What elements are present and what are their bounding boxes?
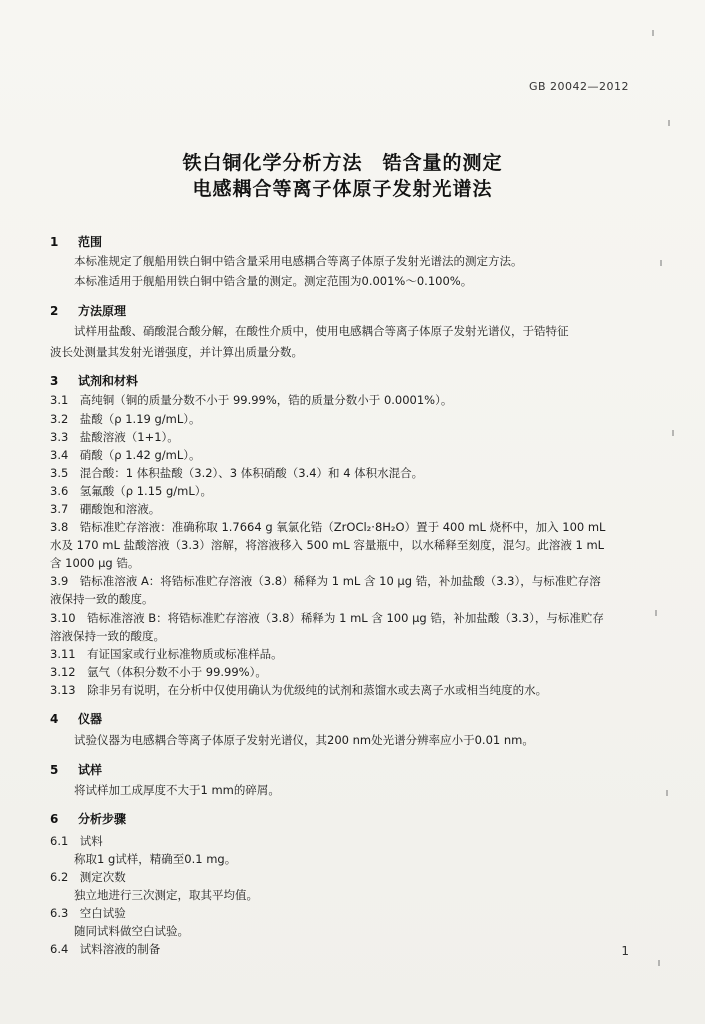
section-number: 2: [50, 304, 59, 318]
section-1-paragraph-2: 本标准适用于舰船用铁白铜中锆含量的测定。测定范围为0.001%～0.100%。: [74, 274, 473, 288]
item-3-12: 3.12 氩气（体积分数不小于 99.99%）。: [50, 665, 267, 679]
item-3-8-line-3: 含 1000 μg 锆。: [50, 556, 140, 570]
subsection-6-1-text: 称取1 g试样，精确至0.1 mg。: [74, 852, 237, 866]
item-3-13: 3.13 除非另有说明，在分析中仅使用确认为优级纯的试剂和蒸馏水或去离子水或相当纯度的水。: [50, 683, 548, 697]
subsection-6-1-heading: 6.1 试料: [50, 834, 103, 848]
item-3-11: 3.11 有证国家或行业标准物质或标准样品。: [50, 647, 283, 661]
scan-speck: [652, 30, 654, 36]
scan-speck: [666, 790, 668, 796]
item-3-8-line-1: 3.8 锆标准贮存溶液：准确称取 1.7664 g 氧氯化锆（ZrOCl₂·8H₂O）置于 400 mL 烧杯中，加入 100 mL: [50, 520, 606, 534]
item-3-2: 3.2 盐酸（ρ 1.19 g/mL）。: [50, 412, 201, 426]
section-6-heading: [50, 810, 126, 827]
section-2-paragraph-line-1: 试样用盐酸、硝酸混合酸分解，在酸性介质中，使用电感耦合等离子体原子发射光谱仪，于锆特征: [74, 324, 569, 338]
item-3-9-line-2: 液保持一致的酸度。: [50, 592, 154, 606]
section-1-paragraph-1: 本标准规定了舰船用铁白铜中锆含量采用电感耦合等离子体原子发射光谱法的测定方法。: [74, 254, 523, 268]
scan-speck: [655, 610, 657, 616]
scan-speck: [658, 960, 660, 966]
section-5-heading: [50, 761, 102, 778]
item-3-10-line-1: 3.10 锆标准溶液 B：将锆标准贮存溶液（3.8）稀释为 1 mL 含 100 μg 锆，补加盐酸（3.3），与标准贮存: [50, 611, 604, 625]
subsection-6-3-text: 随同试料做空白试验。: [74, 924, 189, 938]
scan-speck: [660, 260, 662, 266]
section-number: 1: [50, 235, 59, 249]
subsection-6-2-text: 独立地进行三次测定，取其平均值。: [74, 888, 258, 902]
section-title: 方法原理: [78, 304, 127, 318]
item-3-1: 3.1 高纯铜（铜的质量分数不小于 99.99%，锆的质量分数小于 0.0001%）。: [50, 393, 453, 407]
section-number: 5: [50, 763, 59, 777]
item-3-6: 3.6 氢氟酸（ρ 1.15 g/mL）。: [50, 484, 213, 498]
section-number: 4: [50, 712, 59, 726]
section-3-heading: [50, 372, 138, 389]
section-2-paragraph-line-2: 波长处测量其发射光谱强度，并计算出质量分数。: [50, 345, 303, 359]
subsection-6-3-heading: 6.3 空白试验: [50, 906, 126, 920]
item-3-9-line-1: 3.9 锆标准溶液 A：将锆标准贮存溶液（3.8）稀释为 1 mL 含 10 μg 锆，补加盐酸（3.3），与标准贮存溶: [50, 574, 601, 588]
item-3-8-line-2: 水及 170 mL 盐酸溶液（3.3）溶解，将溶液移入 500 mL 容量瓶中，以水稀释至刻度，混匀。此溶液 1 mL: [50, 538, 605, 552]
section-1-heading: [50, 233, 102, 250]
item-3-5: 3.5 混合酸：1 体积盐酸（3.2）、3 体积硝酸（3.4）和 4 体积水混合。: [50, 466, 424, 480]
section-title: 分析步骤: [78, 812, 127, 826]
section-title: 范围: [78, 235, 103, 249]
section-title: 试剂和材料: [78, 374, 139, 388]
item-3-4: 3.4 硝酸（ρ 1.42 g/mL）。: [50, 448, 201, 462]
section-title: 试样: [78, 763, 103, 777]
section-2-heading: [50, 302, 126, 319]
section-4-paragraph: 试验仪器为电感耦合等离子体原子发射光谱仪，其200 nm处光谱分辨率应小于0.01 nm。: [74, 733, 534, 747]
section-title: 仪器: [78, 712, 103, 726]
section-number: 6: [50, 812, 59, 826]
section-5-paragraph: 将试样加工成厚度不大于1 mm的碎屑。: [74, 783, 280, 797]
document-title-line-1: 铁白铜化学分析方法 锆含量的测定: [182, 152, 503, 174]
subsection-6-2-heading: 6.2 测定次数: [50, 870, 126, 884]
item-3-10-line-2: 溶液保持一致的酸度。: [50, 629, 165, 643]
scan-speck: [668, 120, 670, 126]
item-3-7: 3.7 硼酸饱和溶液。: [50, 502, 161, 516]
section-4-heading: [50, 710, 102, 727]
subsection-6-4-heading: 6.4 试料溶液的制备: [50, 942, 161, 956]
scan-speck: [672, 430, 674, 436]
standard-number: GB 20042—2012: [528, 80, 629, 93]
section-number: 3: [50, 374, 59, 388]
document-title-line-2: 电感耦合等离子体原子发射光谱法: [192, 178, 493, 200]
item-3-3: 3.3 盐酸溶液（1+1）。: [50, 430, 179, 444]
page-number: 1: [621, 944, 629, 958]
